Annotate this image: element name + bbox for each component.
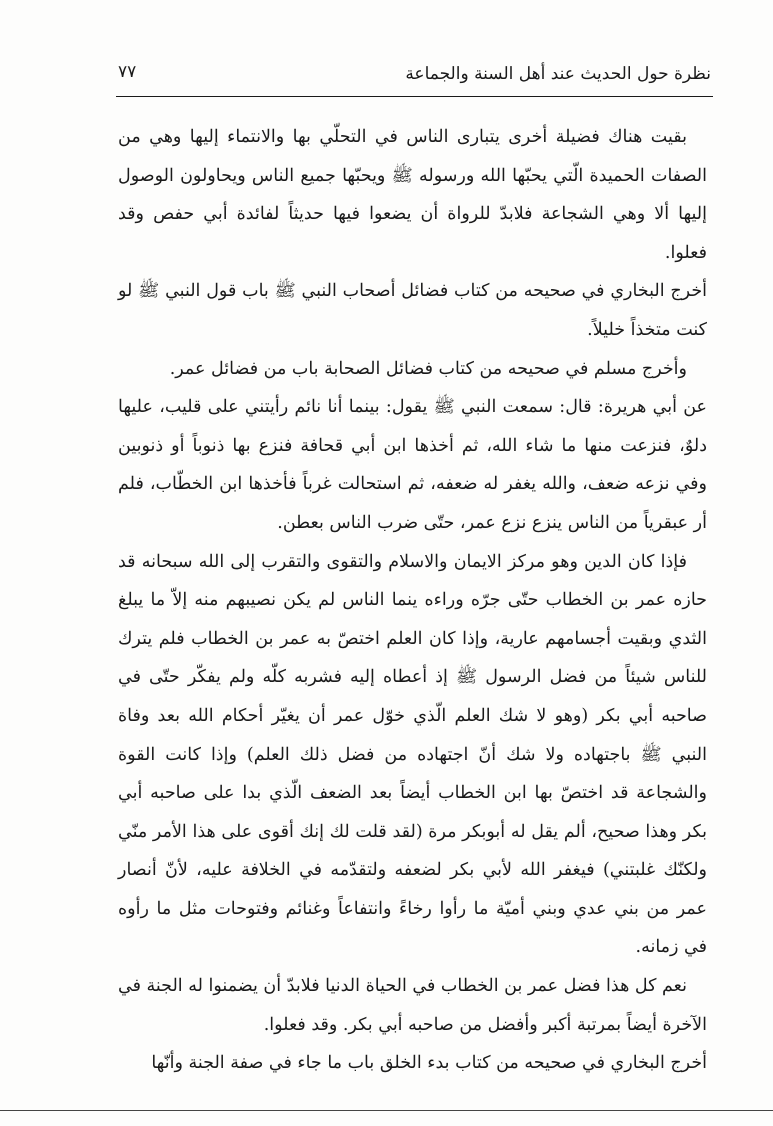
paragraph-commentary: فإذا كان الدين وهو مركز الايمان والاسلام والتقوى والتقرب إلى الله سبحانه قد حازه عمر بن الخطاب حتّى جرّه وراءه ينما الناس لم يكن نصيبهم منه إلاّ ما يبلغ الثدي وبقيت أجسامهم عارية، وإذا كان العلم اختصّ به عمر بن الخطاب فلم يترك للناس شيئاً من فضل الرسول ﷺ إذ أعطاه إليه فشربه كلّه ولم يفكّر حتّى في صاحبه أبي بكر (وهو لا شك العلم الّذي خوّل عمر أن يغيّر أحكام الله بعد وفاة النبي ﷺ باجتهاده ولا شك أنّ اجتهاده من فضل ذلك العلم) وإذا كانت القوة والشجاعة قد اختصّ بها ابن الخطاب أيضاً بعد الضعف الّذي بدا على صاحبه أبي بكر وهذا صحيح، ألم يقل له أبوبكر مرة (لقد قلت لك إنك أقوى على هذا الأمر منّي ولكنّك غلبتني) فيغفر الله لأبي بكر لضعفه ولتقدّمه في الخلافة عليه، لأنّ أنصار عمر من بني عدي وبني أميّة ما رأوا رخاءً وانتفاعاً وغنائم وفتوحات مثل ما رأوه في زمانه. [118,551,707,958]
paragraph-hadith-text: عن أبي هريرة: قال: سمعت النبي ﷺ يقول: بينما أنا نائم رأيتني على قليب، عليها دلوٌ، فنزعت منها ما شاء الله، ثم أخذها ابن أبي قحافة فنزع بها ذنوباً أو ذنوبين وفي نزعه ضعف، والله يغفر له ضعفه، ثم استحالت غرباً فأخذها ابن الخطّاب، فلم أر عبقرياً من الناس ينزع نزع عمر، حتّى ضرب الناس بعطن. [118,397,707,533]
paragraph-bukhari-citation: أخرج البخاري في صحيحه من كتاب فضائل أصحاب النبي ﷺ باب قول النبي ﷺ لو كنت متخذاً خليلاً. [118,281,707,340]
body-text [118,118,707,1083]
paragraph-bukhari-paradise: أخرج البخاري في صحيحه من كتاب بدء الخلق باب ما جاء في صفة الجنة وأنّها [151,1053,707,1074]
running-title: نظرة حول الحديث عند أهل السنة والجماعة [405,64,711,84]
running-header [118,58,711,92]
paragraph-paradise-claim: نعم كل هذا فضل عمر بن الخطاب في الحياة الدنيا فلابدّ أن يضمنوا له الجنة في الآخرة أيضاً بمرتبة أكبر وأفضل من صاحبه أبي بكر. وقد فعلوا. [118,976,707,1035]
paragraph-muslim-citation: وأخرج مسلم في صحيحه من كتاب فضائل الصحابة باب من فضائل عمر. [169,358,687,379]
header-rule [116,96,713,97]
page-number: ٧٧ [118,62,137,82]
paragraph-courage-intro: بقيت هناك فضيلة أخرى يتبارى الناس في التحلّي بها والانتماء إليها وهي من الصفات الحميدة الّتي يحبّها الله ورسوله ﷺ ويحبّها جميع الناس ويحاولون الوصول إليها ألا وهي الشجاعة فلابدّ للرواة أن يضعوا فيها حديثاً لفائدة أبي حفص وقد فعلوا. [118,127,707,263]
bottom-edge-rule [0,1110,773,1111]
